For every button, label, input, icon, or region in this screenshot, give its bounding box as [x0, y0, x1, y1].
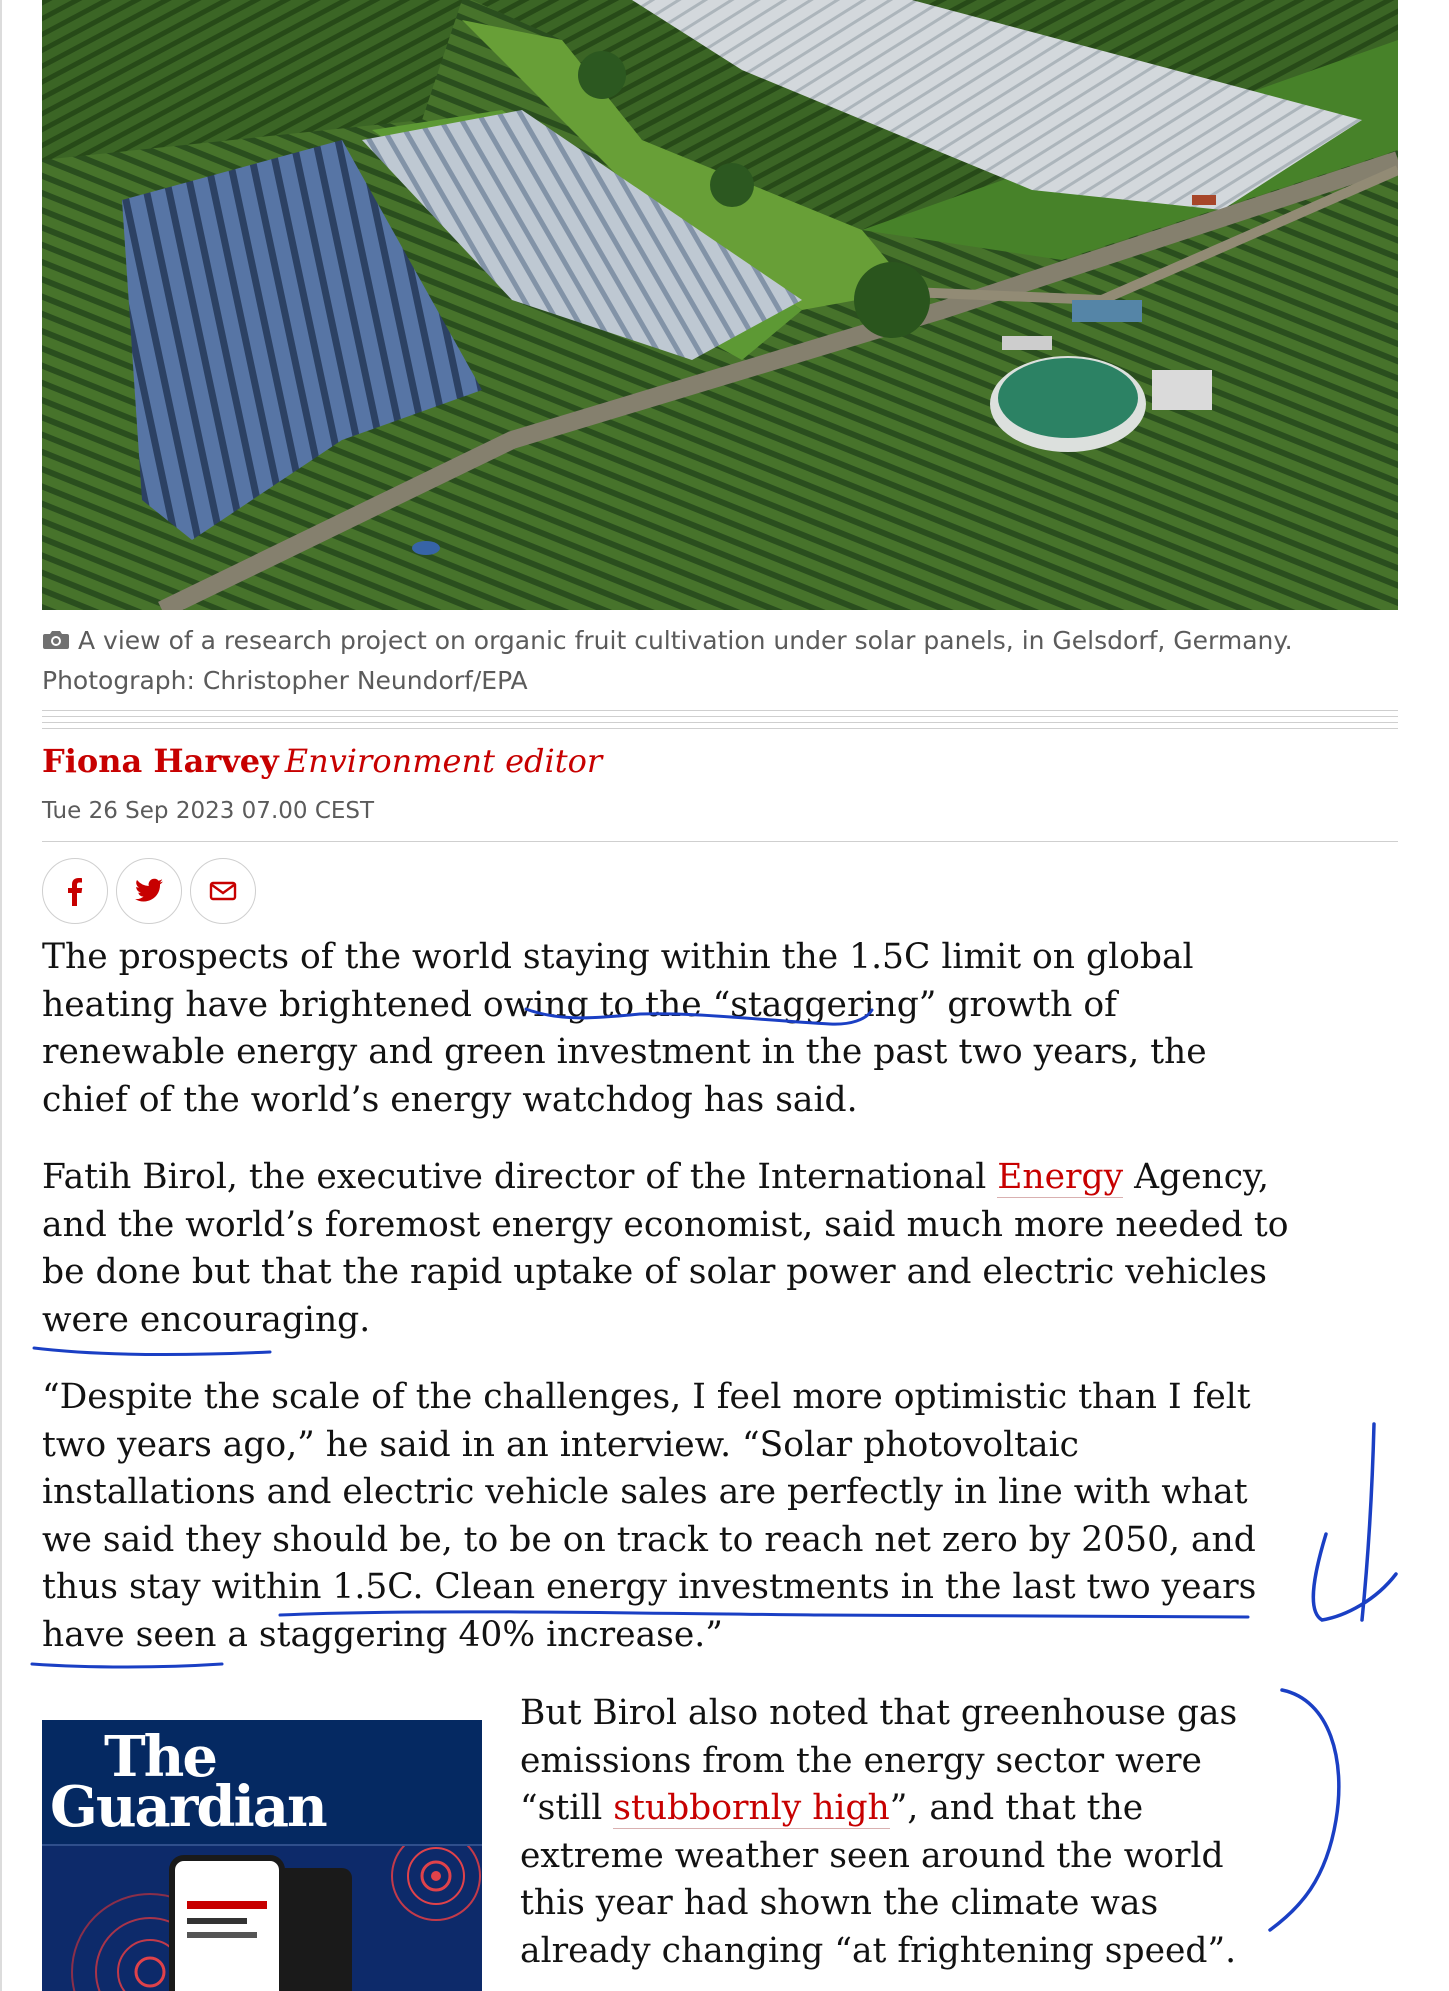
- author-link[interactable]: Fiona Harvey: [42, 742, 279, 780]
- author-role: Environment editor: [284, 742, 603, 780]
- energy-topic-link[interactable]: Energy: [997, 1157, 1124, 1197]
- paragraph-text: But Birol also noted that greenhouse gas emissions from the energy sector were “still: [520, 1693, 1238, 1828]
- guardian-app-promo[interactable]: [42, 1720, 482, 1991]
- hero-photo: [42, 0, 1398, 610]
- divider: [42, 841, 1398, 842]
- underline-encouraging: [34, 1348, 270, 1355]
- down-arrow-icon: [1313, 1424, 1396, 1620]
- camera-icon: [42, 624, 70, 662]
- solar-farm-image: [42, 0, 1398, 610]
- caption-text: A view of a research project on organic fruit cultivation under solar panels, in Gelsdorf, Germany. Photograph: Christopher Neundorf/EPA: [42, 626, 1293, 695]
- promo-header: [42, 1720, 482, 1844]
- underline-increase: [32, 1664, 222, 1667]
- phone-illustration: [42, 1846, 482, 1991]
- paragraph-text: Fatih Birol, the executive director of the International: [42, 1157, 998, 1197]
- publish-date: Tue 26 Sep 2023 07.00 CEST: [42, 798, 375, 824]
- page-edge: [0, 0, 2, 1991]
- bracket-mark-icon: [1270, 1690, 1339, 1930]
- article-paragraph-4: [520, 1690, 1260, 1975]
- article-paragraph-3: “Despite the scale of the challenges, I feel more optimistic than I felt two years ago,” he said in an interview. “Solar photovoltaic installations and electric vehicle sales are perfectly in line with what we said they should be, to be on track to reach net zero by 2050, and thus stay within 1.5C. Clean energy investments in the last two years have seen a staggering 40% increase.”: [42, 1377, 1257, 1655]
- share-email-button[interactable]: [190, 858, 256, 924]
- twitter-icon: [134, 878, 164, 904]
- caption-rules: [42, 710, 1398, 734]
- guardian-logo: The Guardian: [50, 1724, 326, 1840]
- article-paragraph-1: The prospects of the world staying within the 1.5C limit on global heating have brightened owing to the “staggering” growth of renewable energy and green investment in the past two years, the chief of the world’s energy watchdog has said.: [42, 937, 1207, 1120]
- paragraph-text: ”, and that the extreme weather seen around the world this year had shown the climate was already changing “at frightening speed”.: [520, 1788, 1237, 1971]
- photo-caption: [42, 622, 1372, 700]
- article-paragraph-2: [42, 1154, 1292, 1344]
- stubbornly-high-link[interactable]: stubbornly high: [613, 1788, 890, 1828]
- paragraph-text: Agency, and the world’s foremost energy economist, said much more needed to be done but that the rapid uptake of solar power and electric vehicles were encouraging.: [42, 1157, 1289, 1340]
- email-icon: [208, 878, 238, 904]
- share-facebook-button[interactable]: [42, 858, 108, 924]
- promo-illustration: [42, 1844, 482, 1991]
- share-twitter-button[interactable]: [116, 858, 182, 924]
- byline: [42, 738, 602, 784]
- facebook-icon: [62, 876, 88, 906]
